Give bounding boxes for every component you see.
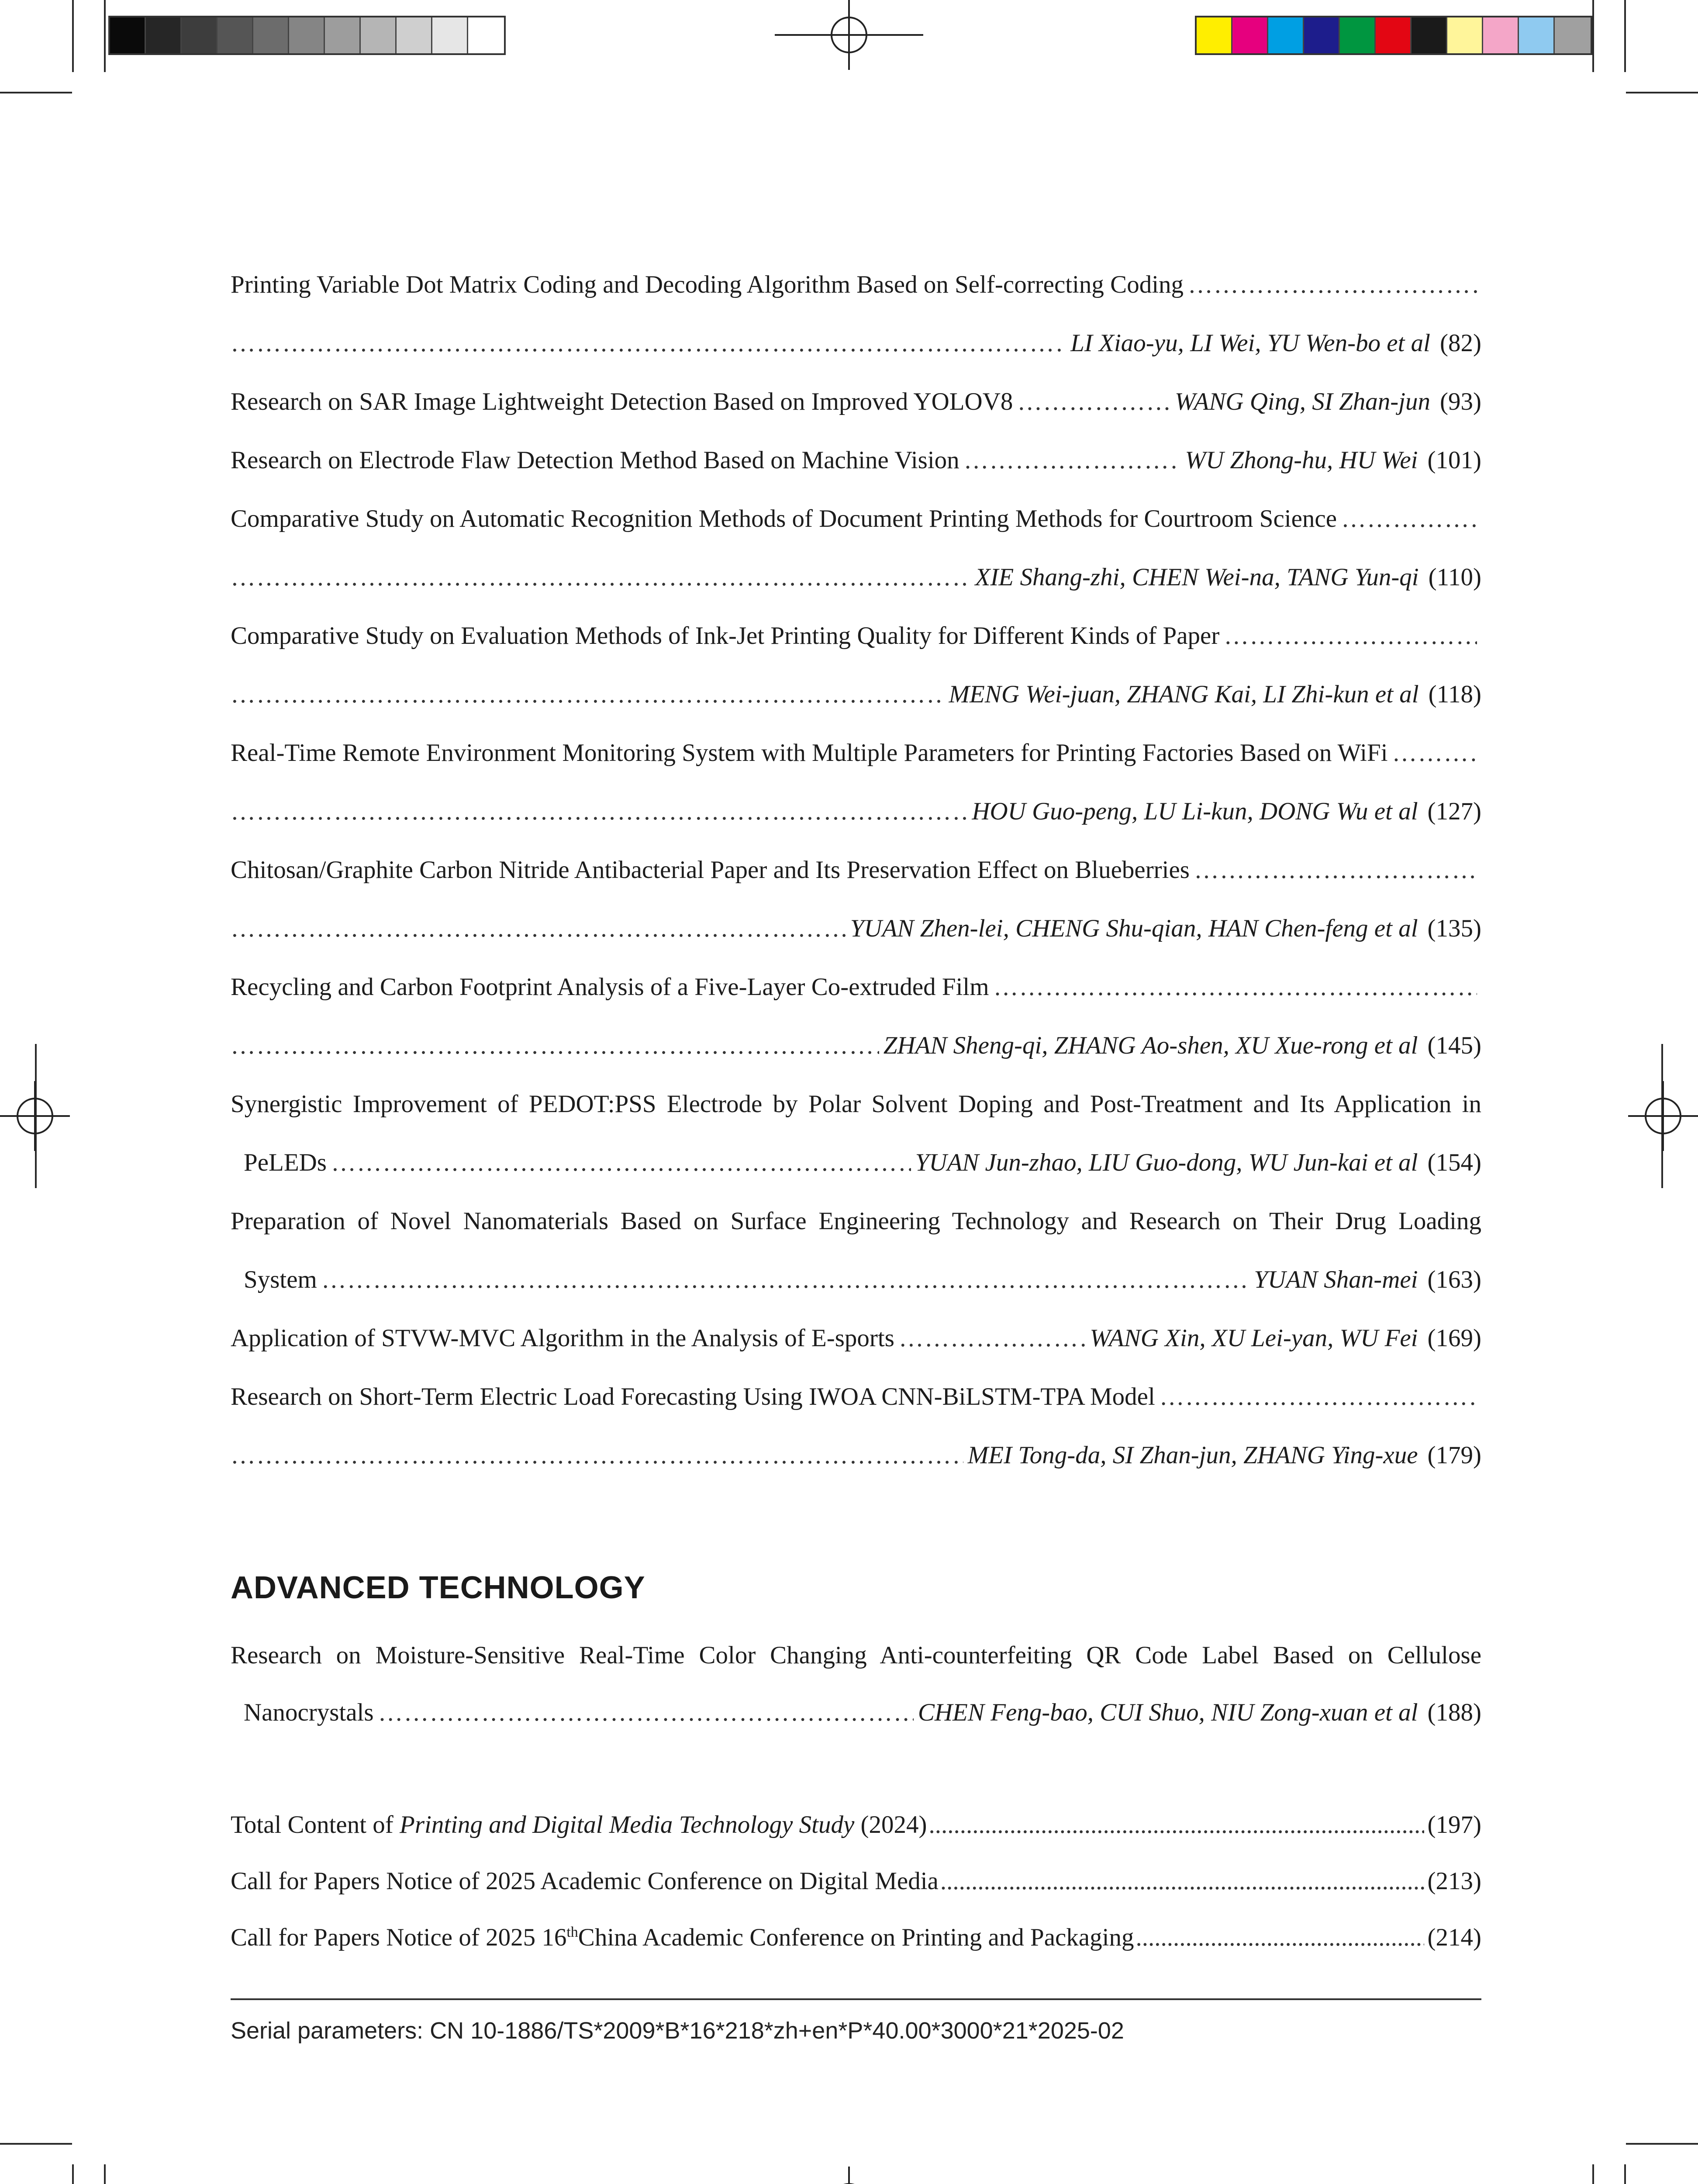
gray-swatch-bar: [108, 16, 506, 55]
dot-leader: [231, 665, 945, 724]
entry-page: (163): [1427, 1266, 1481, 1293]
entry-title: Application of STVW-MVC Algorithm in the Analysis of E-sports: [231, 1324, 894, 1352]
ordinal-suffix: th: [566, 1924, 578, 1940]
crop-mark-tr-v2: [1592, 0, 1594, 72]
extra-page: (197): [1427, 1811, 1481, 1838]
entry-title-continued: Nanocrystals: [244, 1699, 374, 1726]
color-swatch: [217, 17, 253, 53]
entry-page: (169): [1427, 1324, 1481, 1352]
entry-title-continued: PeLEDs: [244, 1149, 327, 1176]
crop-mark-br-v2: [1592, 2164, 1594, 2184]
registration-mark-bottom-icon: [775, 2167, 923, 2184]
dot-leader: [231, 1016, 879, 1075]
dot-leader: [378, 1683, 914, 1742]
crop-mark-bl-h: [0, 2143, 72, 2145]
extra-item-title: [231, 1811, 927, 1839]
toc-entry[interactable]: [231, 1075, 1481, 1192]
entry-title: Research on SAR Image Lightweight Detection Based on Improved YOLOV8: [231, 388, 1013, 415]
dot-leader: [1017, 373, 1170, 431]
crop-mark-bl-v: [72, 2164, 74, 2184]
extra-suffix: China Academic Conference on Printing and Packaging: [578, 1924, 1134, 1951]
crop-mark-bl-v2: [104, 2164, 106, 2184]
entry-page: (110): [1428, 563, 1481, 591]
dot-leader: [1392, 724, 1477, 782]
registration-mark-right-icon: [1628, 1081, 1698, 1151]
extra-item-title: Call for Papers Notice of 2025 Academic Conference on Digital Media: [231, 1867, 939, 1895]
toc-entry[interactable]: [231, 256, 1481, 373]
entry-authors: YUAN Zhen-lei, CHENG Shu-qian, HAN Chen-feng et al: [850, 915, 1418, 942]
entry-title: Research on Short-Term Electric Load Forecasting Using IWOA CNN-BiLSTM-TPA Model: [231, 1383, 1155, 1410]
entry-authors: HOU Guo-peng, LU Li-kun, DONG Wu et al: [972, 798, 1418, 825]
extra-item-title: [231, 1923, 1134, 1952]
footer-rule: [231, 1998, 1481, 2000]
color-swatch: [397, 17, 432, 53]
extra-page: (213): [1427, 1867, 1481, 1895]
crop-mark-br-h: [1626, 2143, 1698, 2145]
toc-entry[interactable]: [231, 607, 1481, 724]
entry-page: (93): [1440, 388, 1481, 415]
dot-leader: [231, 1426, 963, 1485]
color-swatch: [253, 17, 289, 53]
color-swatch: [1232, 17, 1268, 53]
color-swatch: [1376, 17, 1412, 53]
color-swatch: [182, 17, 217, 53]
dot-leader: [1188, 256, 1477, 314]
dot-leader: [940, 1867, 1424, 1895]
crop-mark-tl-v: [72, 0, 74, 72]
extra-page: (214): [1427, 1924, 1481, 1951]
toc-entry[interactable]: [231, 1309, 1481, 1368]
color-swatch: [110, 17, 146, 53]
entry-authors: YUAN Jun-zhao, LIU Guo-dong, WU Jun-kai et al: [915, 1149, 1418, 1176]
entry-page: (82): [1440, 329, 1481, 357]
entry-authors: MENG Wei-juan, ZHANG Kai, LI Zhi-kun et al: [949, 681, 1419, 708]
entry-title: Comparative Study on Evaluation Methods of Ink-Jet Printing Quality for Different Kinds of Paper: [231, 622, 1220, 650]
color-swatch: [468, 17, 504, 53]
entry-title: Comparative Study on Automatic Recognition Methods of Document Printing Methods for Courtroom Science: [231, 505, 1337, 532]
crop-mark-tr-h: [1626, 92, 1698, 93]
dot-leader: [1194, 841, 1477, 899]
dot-leader: [1135, 1923, 1424, 1952]
color-swatch: [1555, 17, 1591, 53]
entry-title: Printing Variable Dot Matrix Coding and Decoding Algorithm Based on Self-correcting Coding: [231, 271, 1184, 298]
entry-title: Preparation of Novel Nanomaterials Based on Surface Engineering Technology and Research on Their Drug Loading: [231, 1207, 1481, 1235]
color-swatch: [1340, 17, 1376, 53]
entry-authors: MEI Tong-da, SI Zhan-jun, ZHANG Ying-xue: [967, 1441, 1418, 1469]
toc-entry[interactable]: [231, 431, 1481, 490]
dot-leader: [1224, 607, 1477, 665]
registration-mark-left-icon: [0, 1081, 70, 1151]
entry-page: (127): [1427, 798, 1481, 825]
entry-title: Recycling and Carbon Footprint Analysis of a Five-Layer Co-extruded Film: [231, 973, 989, 1001]
entry-page: (101): [1427, 446, 1481, 474]
toc-entry[interactable]: [231, 724, 1481, 841]
toc-entry[interactable]: [231, 1192, 1481, 1309]
registration-mark-top-icon: [775, 0, 923, 70]
dot-leader: [231, 899, 846, 958]
extra-suffix: (2024): [854, 1811, 927, 1838]
entry-authors: WU Zhong-hu, HU Wei: [1185, 446, 1418, 474]
dot-leader: [964, 431, 1181, 490]
entry-authors: CHEN Feng-bao, CUI Shuo, NIU Zong-xuan et al: [918, 1699, 1418, 1726]
color-swatch: [289, 17, 325, 53]
entry-authors: YUAN Shan-mei: [1254, 1266, 1418, 1293]
entry-authors: WANG Qing, SI Zhan-jun: [1175, 388, 1431, 415]
toc-entry[interactable]: [231, 1368, 1481, 1485]
toc-entry[interactable]: [231, 373, 1481, 431]
color-swatch: [1447, 17, 1483, 53]
extra-items-list: [231, 1811, 1481, 1980]
toc-entry[interactable]: [231, 1628, 1481, 1739]
crop-mark-tl-h: [0, 92, 72, 93]
dot-leader: [231, 314, 1066, 373]
dot-leader: [231, 548, 971, 607]
entry-authors: WANG Xin, XU Lei-yan, WU Fei: [1090, 1324, 1418, 1352]
dot-leader: [321, 1251, 1249, 1309]
color-swatch: [146, 17, 182, 53]
entry-page: (179): [1427, 1441, 1481, 1469]
dot-leader: [1341, 490, 1477, 548]
dot-leader: [231, 782, 967, 841]
color-swatch-bar: [1195, 16, 1592, 55]
dot-leader: [929, 1811, 1424, 1839]
toc-entry[interactable]: [231, 958, 1481, 1075]
crop-mark-br-v: [1624, 2164, 1626, 2184]
entry-title: Synergistic Improvement of PEDOT:PSS Electrode by Polar Solvent Doping and Post-Treatment and Its Application in: [231, 1090, 1481, 1118]
entry-page: (118): [1428, 681, 1481, 708]
entry-authors: ZHAN Sheng-qi, ZHANG Ao-shen, XU Xue-rong et al: [883, 1032, 1418, 1059]
advanced-technology-list: [231, 1628, 1481, 1739]
toc-entry[interactable]: [231, 490, 1481, 607]
entry-authors: XIE Shang-zhi, CHEN Wei-na, TANG Yun-qi: [975, 563, 1419, 591]
entry-title: Research on Electrode Flaw Detection Method Based on Machine Vision: [231, 446, 959, 474]
entry-title-continued: System: [244, 1266, 317, 1293]
dot-leader: [1160, 1368, 1477, 1426]
color-swatch: [1268, 17, 1304, 53]
color-swatch: [1197, 17, 1232, 53]
color-swatch: [1519, 17, 1555, 53]
color-swatch: [1412, 17, 1447, 53]
entry-page: (154): [1427, 1149, 1481, 1176]
entry-authors: LI Xiao-yu, LI Wei, YU Wen-bo et al: [1070, 329, 1431, 357]
color-swatch: [1304, 17, 1340, 53]
color-swatch: [1483, 17, 1519, 53]
entry-page: (188): [1427, 1699, 1481, 1726]
extra-item[interactable]: [231, 1811, 1481, 1867]
dot-leader: [899, 1309, 1086, 1368]
color-swatch: [432, 17, 468, 53]
crop-mark-tr-v: [1624, 0, 1626, 72]
crop-mark-tl-v2: [104, 0, 106, 72]
extra-prefix: Call for Papers Notice of 2025 16: [231, 1924, 567, 1951]
section-heading: ADVANCED TECHNOLOGY: [231, 1570, 645, 1605]
color-swatch: [361, 17, 397, 53]
entry-title: Real-Time Remote Environment Monitoring System with Multiple Parameters for Printing Factories Based on WiFi: [231, 739, 1388, 767]
entry-page: (145): [1427, 1032, 1481, 1059]
entry-title: Chitosan/Graphite Carbon Nitride Antibacterial Paper and Its Preservation Effect on Blueberries: [231, 856, 1190, 884]
dot-leader: [994, 958, 1477, 1016]
entry-title: Research on Moisture-Sensitive Real-Time Color Changing Anti-counterfeiting QR Code Label Based on Cellulose: [231, 1641, 1481, 1669]
toc-list: [231, 256, 1481, 1485]
toc-entry[interactable]: [231, 841, 1481, 958]
dot-leader: [331, 1133, 911, 1192]
serial-parameters: Serial parameters: CN 10-1886/TS*2009*B*16*218*zh+en*P*40.00*3000*21*2025-02: [231, 2018, 1124, 2044]
journal-name: Printing and Digital Media Technology Study: [400, 1811, 855, 1838]
entry-page: (135): [1427, 915, 1481, 942]
extra-item[interactable]: [231, 1867, 1481, 1923]
extra-prefix: Total Content of: [231, 1811, 400, 1838]
color-swatch: [325, 17, 361, 53]
extra-item[interactable]: [231, 1923, 1481, 1980]
